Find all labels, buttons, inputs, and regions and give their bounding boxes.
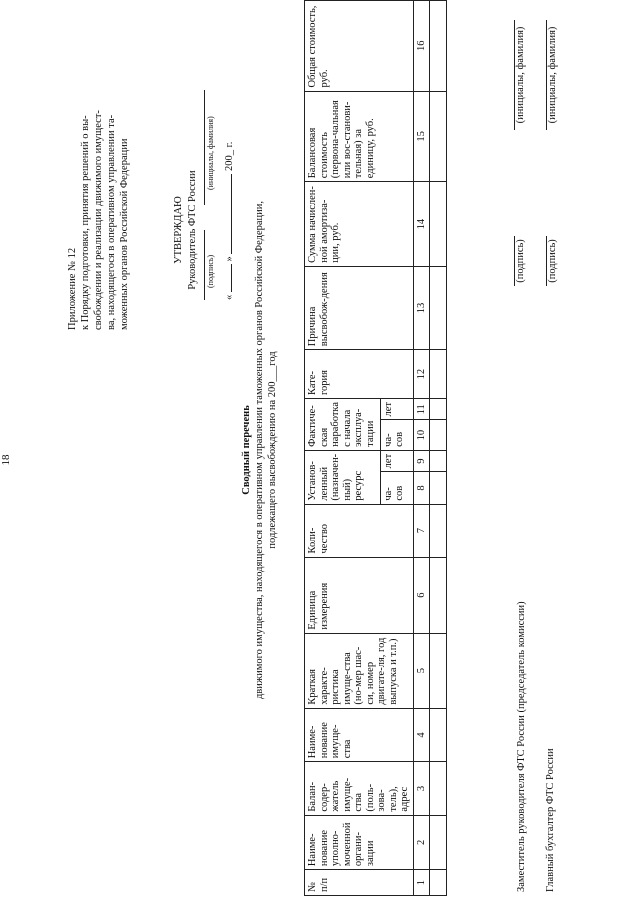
deputy-name — [514, 20, 526, 130]
accountant-signature — [546, 236, 558, 286]
header-cell: Балан-содер-жатель имуще-ства (поль-зова-тель), адрес — [305, 762, 414, 815]
column-number-cell: 12 — [413, 350, 430, 399]
header-cell: Установ-ленный (назначен-ный) ресурс — [305, 450, 381, 504]
column-number-cell: 3 — [413, 762, 430, 815]
empty-cell — [430, 762, 447, 815]
appendix-line: Приложение № 12 — [67, 247, 78, 330]
approval-block — [172, 120, 200, 340]
header-cell: Единица измерения — [305, 557, 414, 633]
header-cell: Наиме-нование уполно-моченной органи-зации — [305, 815, 414, 870]
date-quote-close: » — [224, 256, 235, 262]
empty-cell — [430, 633, 447, 708]
signature-caption: (подпись) — [515, 239, 526, 283]
page-number: 18 — [0, 454, 12, 466]
table-header-row — [305, 1, 381, 896]
appendix-line: моженных органов Российской Федерации — [119, 138, 130, 330]
deputy-signature — [514, 236, 526, 286]
accountant-label: Главный бухгалтер ФТС России — [545, 748, 556, 892]
header-cell: Общая стоимость, руб. — [305, 1, 414, 92]
subheader-cell: лет — [380, 450, 413, 472]
name-caption: (инициалы, фамилия) — [206, 116, 215, 190]
column-number-cell: 16 — [413, 1, 430, 92]
approval-date — [224, 85, 235, 300]
header-cell: Причина высвобож-дения — [305, 266, 414, 349]
empty-cell — [430, 557, 447, 633]
header-cell: Фактиче-ская наработка с начала эксплуа-тации — [305, 399, 381, 451]
appendix-note — [66, 10, 131, 330]
header-cell: № п/п — [305, 870, 414, 896]
accountant-name — [546, 20, 558, 130]
month-blank — [231, 174, 232, 254]
appendix-line: ва, находящегося в оперативном управлении та- — [106, 114, 117, 330]
signature-line — [204, 230, 205, 300]
name-line — [204, 90, 205, 205]
column-number-cell: 14 — [413, 182, 430, 267]
approval-heading: УТВЕРЖДАЮ — [173, 196, 184, 264]
column-number-cell: 7 — [413, 504, 430, 557]
empty-cell — [430, 399, 447, 421]
column-number-cell: 2 — [413, 815, 430, 870]
date-year: 200_ г. — [224, 141, 235, 171]
column-number-cell: 13 — [413, 266, 430, 349]
name-caption: (инициалы, фамилия) — [547, 26, 558, 124]
header-cell: Краткая характе-ристика имуще-ства (но-мер шас-си, номер двигате-ля, год выпуска и т.п.) — [305, 633, 414, 708]
column-number-cell: 6 — [413, 557, 430, 633]
header-cell: Сумма начислен-ной амортиза-ции, руб. — [305, 182, 414, 267]
empty-cell — [430, 815, 447, 870]
column-number-cell: 11 — [413, 399, 430, 421]
header-cell: Коли-чество — [305, 504, 414, 557]
deputy-label: Заместитель руководителя ФТС России (председатель комиссии) — [516, 601, 527, 892]
approval-position: Руководитель ФТС России — [187, 170, 198, 290]
empty-cell — [430, 350, 447, 399]
title-line: подлежащего высвобождению на 200___год — [267, 351, 278, 549]
empty-cell — [430, 182, 447, 267]
column-number-cell: 10 — [413, 420, 430, 450]
empty-cell — [430, 1, 447, 92]
empty-cell — [430, 472, 447, 504]
summary-table — [304, 0, 447, 896]
document-title — [240, 0, 279, 900]
name-caption: (инициалы, фамилия) — [515, 26, 526, 124]
subheader-cell: ча-сов — [380, 472, 413, 504]
signature-caption: (подпись) — [547, 239, 558, 283]
subheader-cell: ча-сов — [380, 420, 413, 450]
column-number-cell: 5 — [413, 633, 430, 708]
table-empty-row — [430, 1, 447, 896]
column-number-cell: 8 — [413, 472, 430, 504]
header-cell: Балансовая стоимость (первона-чальная или вос-станови-тельная) за единицу, руб. — [305, 91, 414, 182]
day-blank — [231, 264, 232, 292]
title-heading: Сводный перечень — [241, 405, 252, 495]
column-number-cell: 1 — [413, 870, 430, 896]
title-line: движимого имущества, находящегося в оперативном управлении таможенных органов Российской Федерации, — [254, 200, 265, 700]
column-number-cell: 4 — [413, 708, 430, 762]
empty-cell — [430, 504, 447, 557]
column-number-cell: 15 — [413, 91, 430, 182]
column-number-row — [413, 1, 430, 896]
signature-caption: (подпись) — [206, 254, 215, 288]
column-number-cell: 9 — [413, 450, 430, 472]
appendix-line: к Порядку подготовки, принятия решений о вы- — [80, 115, 91, 330]
empty-cell — [430, 266, 447, 349]
appendix-line: свобождении и реализации движимого имущест- — [93, 110, 104, 330]
header-cell: Кате-гория — [305, 350, 414, 399]
empty-cell — [430, 450, 447, 472]
empty-cell — [430, 420, 447, 450]
header-cell: Наиме-нование имуще-ства — [305, 708, 414, 762]
empty-cell — [430, 708, 447, 762]
empty-cell — [430, 870, 447, 896]
subheader-cell: лет — [380, 399, 413, 421]
empty-cell — [430, 91, 447, 182]
date-quote-open: « — [224, 294, 235, 300]
